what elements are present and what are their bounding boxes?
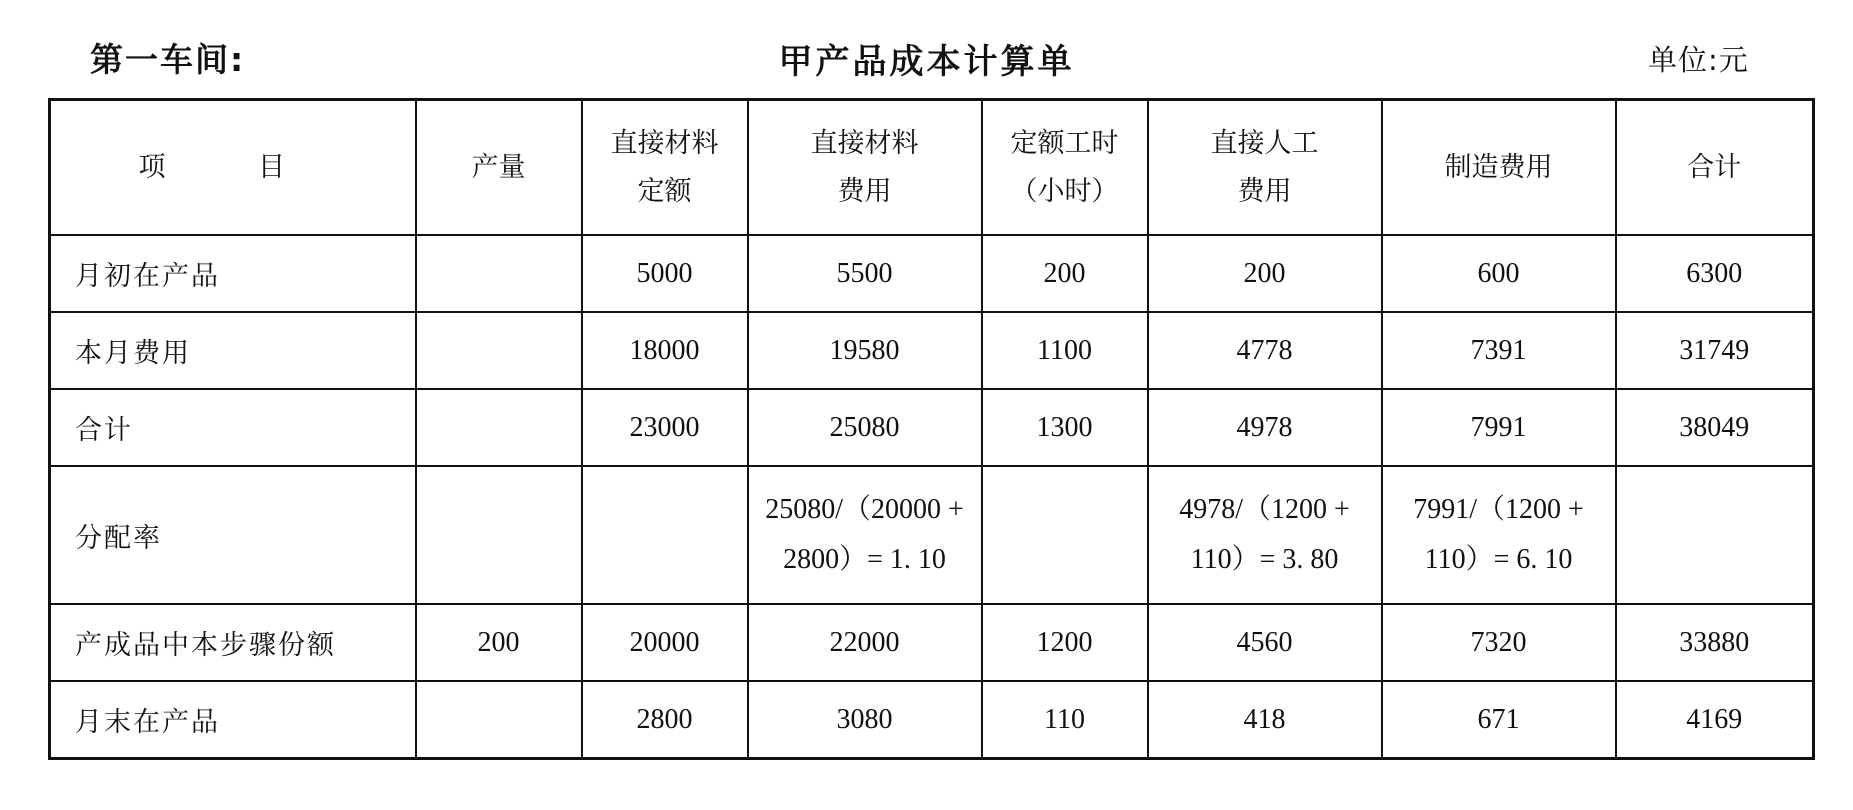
column-header-labor-cost: 直接人工费用 (1148, 100, 1382, 236)
cell-material-cost: 19580 (748, 312, 982, 389)
column-header-material-quota: 直接材料定额 (582, 100, 748, 236)
column-header-material-cost: 直接材料费用 (748, 100, 982, 236)
cell-material-quota: 2800 (582, 681, 748, 759)
cell-total: 4169 (1616, 681, 1814, 759)
table-header-row (50, 100, 1814, 236)
cell-output: 200 (416, 604, 582, 681)
table-row-allocation-rate (50, 466, 1814, 604)
cell-material-cost: 22000 (748, 604, 982, 681)
cell-overhead: 7991 (1382, 389, 1616, 466)
cell-total: 31749 (1616, 312, 1814, 389)
cell-labor-cost: 200 (1148, 235, 1382, 312)
cell-output (416, 466, 582, 604)
cell-total: 6300 (1616, 235, 1814, 312)
title-row (0, 0, 1853, 105)
unit-label: 单位:元 (1648, 43, 1749, 77)
table-row-opening-wip (50, 235, 1814, 312)
cell-overhead-rate: 7991/（1200 + 110）= 6. 10 (1382, 466, 1616, 604)
cell-material-quota: 20000 (582, 604, 748, 681)
cell-quota-hours: 200 (982, 235, 1148, 312)
cell-overhead: 7320 (1382, 604, 1616, 681)
document-title: 甲产品成本计算单 (778, 42, 1075, 82)
cell-material-quota: 5000 (582, 235, 748, 312)
row-label: 产成品中本步骤份额 (50, 604, 416, 681)
cell-overhead: 7391 (1382, 312, 1616, 389)
column-header-output: 产量 (416, 100, 582, 236)
column-header-quota-hours: 定额工时（小时） (982, 100, 1148, 236)
cell-labor-cost: 4978 (1148, 389, 1382, 466)
cell-output (416, 312, 582, 389)
row-label: 月初在产品 (50, 235, 416, 312)
cell-total: 38049 (1616, 389, 1814, 466)
cell-labor-cost: 418 (1148, 681, 1382, 759)
column-header-overhead: 制造费用 (1382, 100, 1616, 236)
cell-total: 33880 (1616, 604, 1814, 681)
cell-overhead: 671 (1382, 681, 1616, 759)
cell-overhead: 600 (1382, 235, 1616, 312)
cell-labor-cost: 4778 (1148, 312, 1382, 389)
cell-material-cost: 25080 (748, 389, 982, 466)
cell-quota-hours (982, 466, 1148, 604)
row-label: 分配率 (50, 466, 416, 604)
cell-material-quota (582, 466, 748, 604)
cell-quota-hours: 1300 (982, 389, 1148, 466)
cell-material-quota: 18000 (582, 312, 748, 389)
cell-output (416, 235, 582, 312)
row-label: 合计 (50, 389, 416, 466)
cell-output (416, 389, 582, 466)
column-header-total: 合计 (1616, 100, 1814, 236)
row-label: 本月费用 (50, 312, 416, 389)
row-label: 月末在产品 (50, 681, 416, 759)
cell-material-cost: 3080 (748, 681, 982, 759)
cell-material-cost: 5500 (748, 235, 982, 312)
cell-material-cost-rate: 25080/（20000 + 2800）= 1. 10 (748, 466, 982, 604)
cell-labor-cost: 4560 (1148, 604, 1382, 681)
cell-quota-hours: 1100 (982, 312, 1148, 389)
cell-quota-hours: 110 (982, 681, 1148, 759)
workshop-label: 第一车间: (90, 40, 246, 79)
cell-material-quota: 23000 (582, 389, 748, 466)
table-row-finished-share (50, 604, 1814, 681)
cost-calculation-table (48, 98, 1815, 760)
table-row-closing-wip (50, 681, 1814, 759)
cell-output (416, 681, 582, 759)
cell-total (1616, 466, 1814, 604)
table-row-current-month (50, 312, 1814, 389)
cell-labor-cost-rate: 4978/（1200 + 110）= 3. 80 (1148, 466, 1382, 604)
cell-quota-hours: 1200 (982, 604, 1148, 681)
table-row-sum (50, 389, 1814, 466)
column-header-item: 项 目 (50, 100, 416, 236)
